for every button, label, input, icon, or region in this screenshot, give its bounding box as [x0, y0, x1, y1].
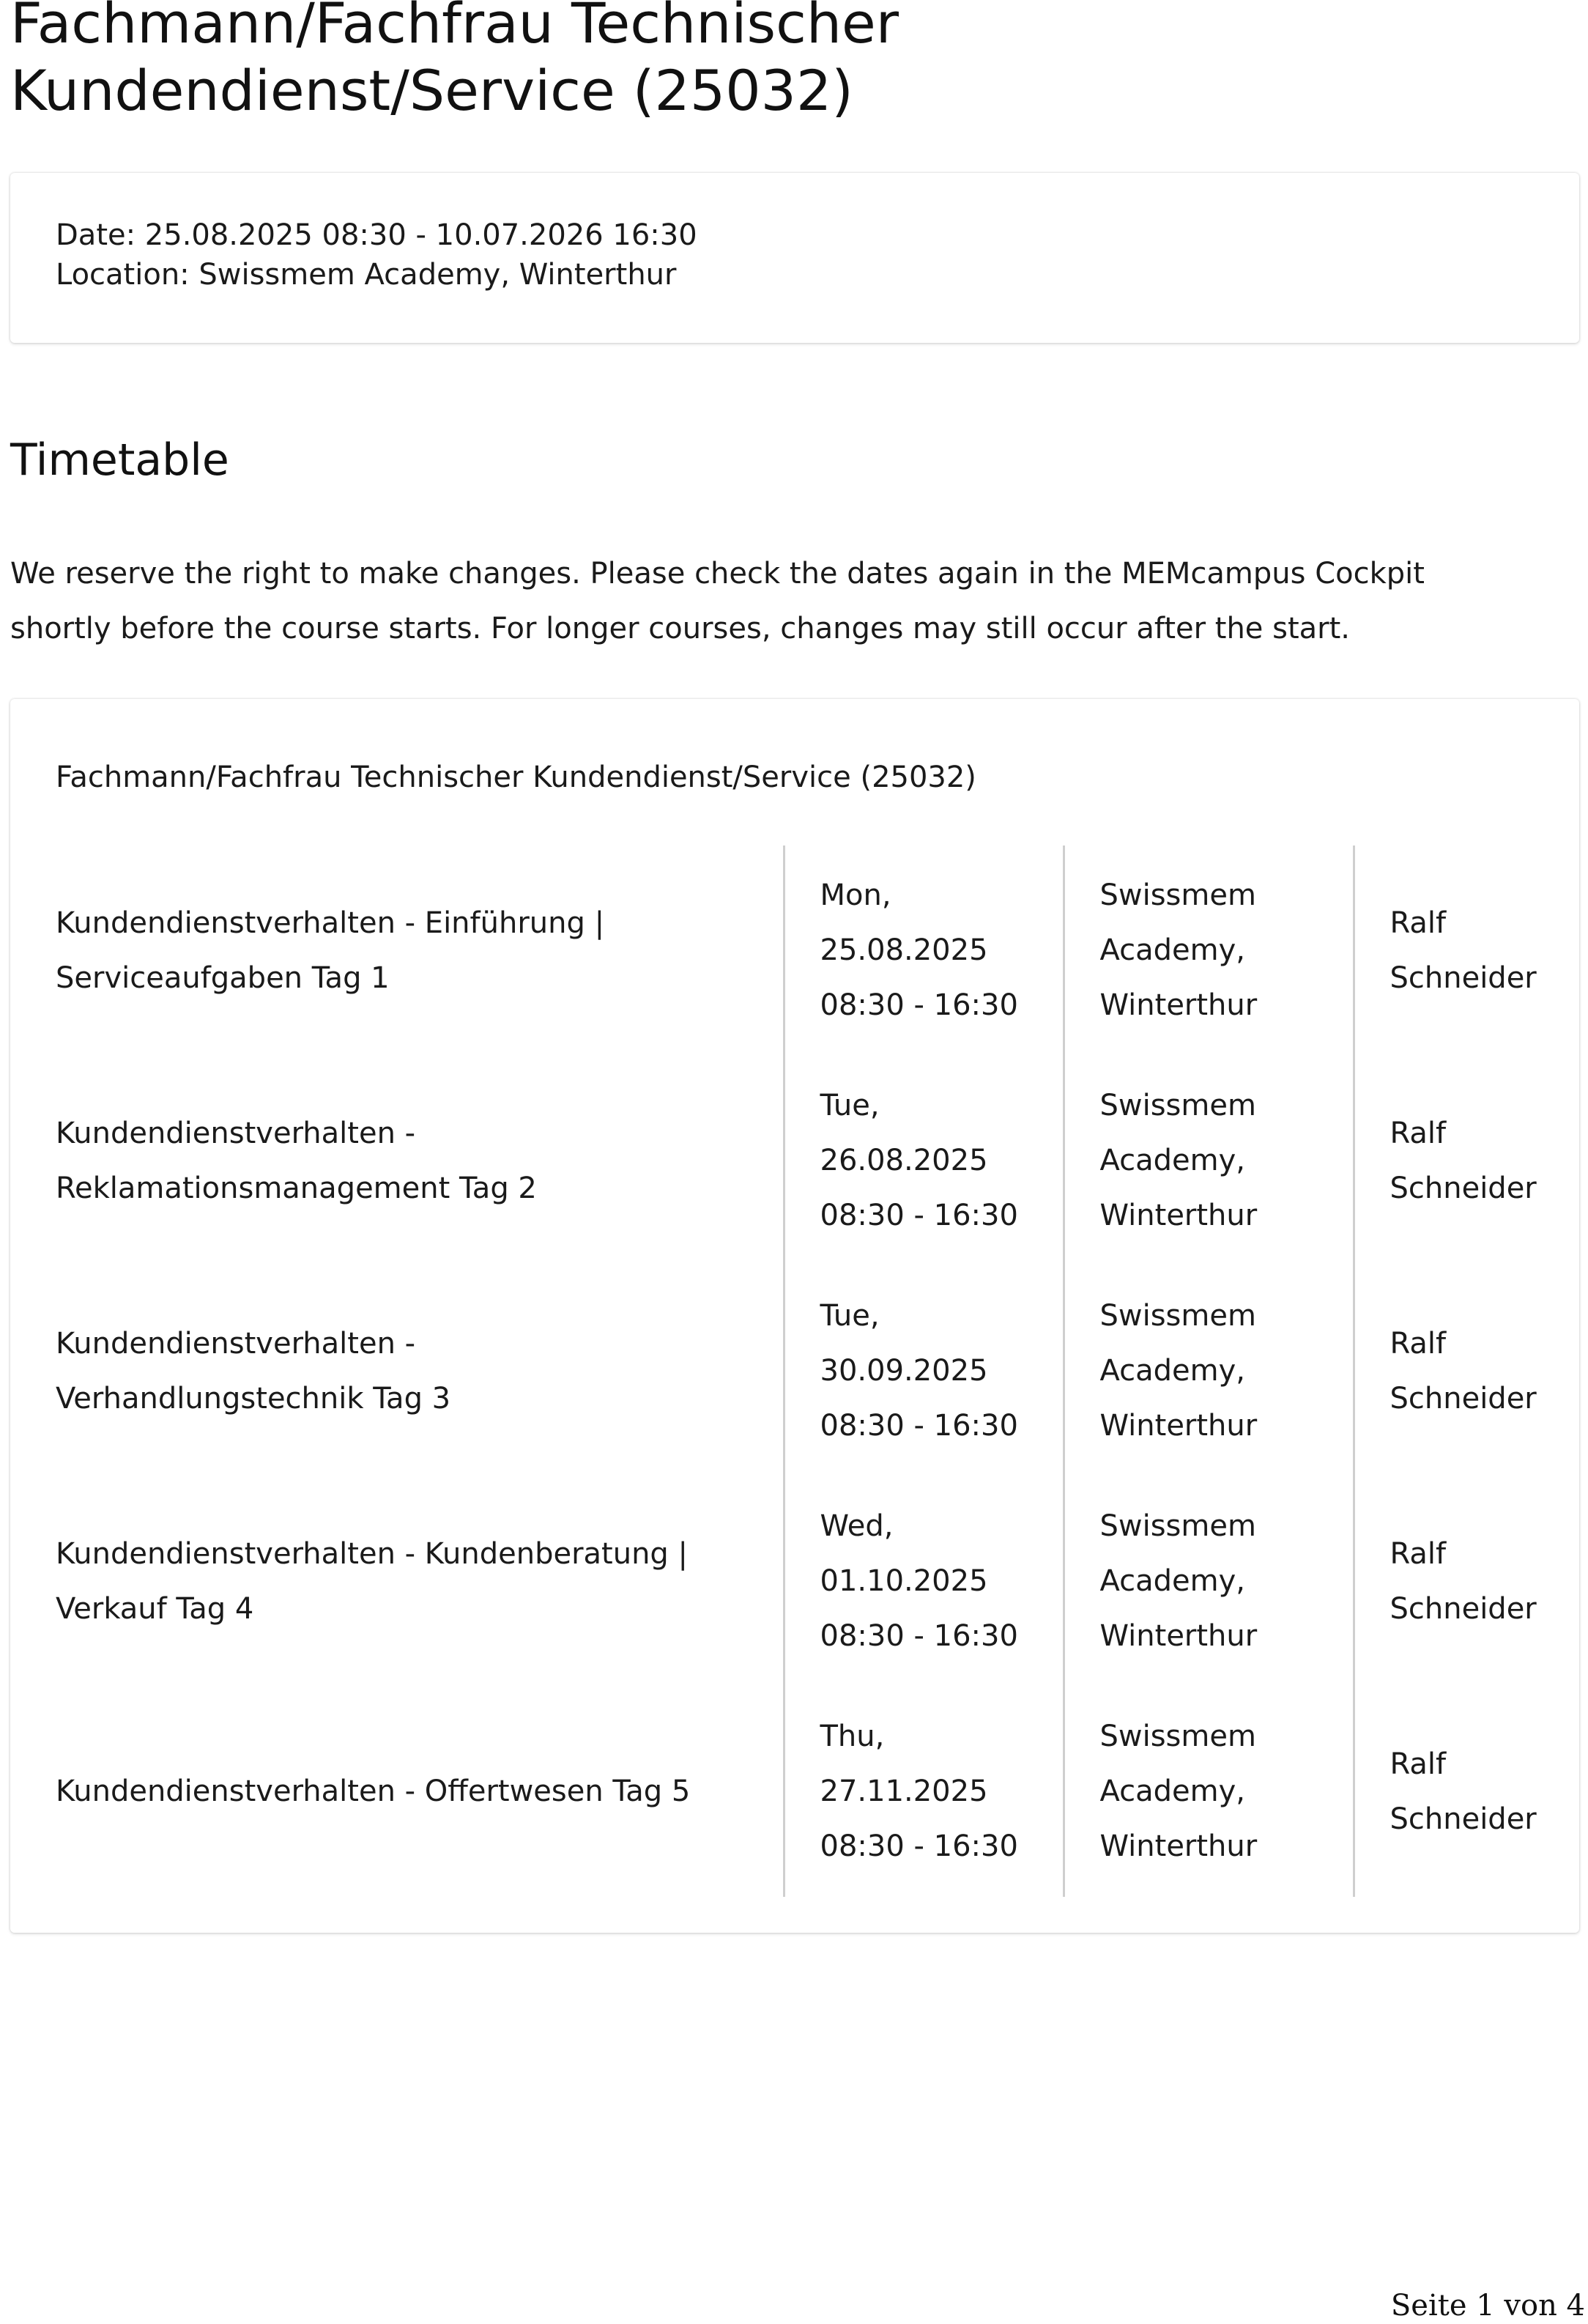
session-location	[1064, 845, 1354, 1056]
session-trainer-line: Schneider	[1390, 1381, 1537, 1416]
session-date-line: 30.09.2025	[820, 1354, 988, 1388]
session-trainer-line: Ralf	[1390, 1747, 1447, 1781]
session-date	[784, 845, 1064, 1056]
session-date	[784, 1266, 1064, 1476]
session-location-line: Swissmem	[1099, 1089, 1256, 1122]
session-topic-line: Serviceaufgaben Tag 1	[56, 961, 390, 995]
session-location	[1064, 1266, 1354, 1476]
session-trainer	[1354, 1476, 1544, 1687]
session-date	[784, 1687, 1064, 1897]
course-date: Date: 25.08.2025 08:30 - 10.07.2026 16:30	[56, 218, 697, 252]
timetable-course-name: Fachmann/Fachfrau Technischer Kundendienst/Service (25032)	[56, 761, 976, 794]
session-location-line: Academy,	[1099, 1775, 1246, 1808]
session-location-line: Winterthur	[1099, 1199, 1258, 1232]
session-location	[1064, 1056, 1354, 1266]
session-date-line: 01.10.2025	[820, 1564, 988, 1598]
session-date-line: 08:30 - 16:30	[820, 1409, 1018, 1443]
session-trainer	[1354, 845, 1544, 1056]
timetable-notice	[10, 547, 1563, 656]
session-date-line: Wed,	[820, 1509, 894, 1543]
table-row	[45, 1056, 1544, 1266]
course-location: Location: Swissmem Academy, Winterthur	[56, 258, 677, 292]
session-topic-line: Kundendienstverhalten - Offertwesen Tag 5	[56, 1775, 691, 1808]
session-topic-line: Kundendienstverhalten -	[56, 1116, 416, 1150]
session-topic	[45, 1687, 784, 1897]
session-trainer-line: Ralf	[1390, 906, 1447, 940]
table-row	[45, 1476, 1544, 1687]
session-location-line: Academy,	[1099, 933, 1246, 967]
session-topic	[45, 845, 784, 1056]
page-title-line-1: Fachmann/Fachfrau Technischer	[10, 0, 899, 56]
session-topic-line: Kundendienstverhalten -	[56, 1326, 416, 1361]
schedule-table-body	[45, 845, 1544, 1897]
session-date	[784, 1056, 1064, 1266]
session-location-line: Winterthur	[1099, 1409, 1258, 1443]
session-location-line: Winterthur	[1099, 1619, 1258, 1653]
session-trainer-line: Schneider	[1390, 1171, 1537, 1205]
session-trainer-line: Ralf	[1390, 1116, 1447, 1150]
page-title-line-2: Kundendienst/Service (25032)	[10, 58, 853, 123]
session-trainer-line: Ralf	[1390, 1536, 1447, 1571]
session-location-line: Swissmem	[1099, 878, 1256, 912]
session-topic	[45, 1056, 784, 1266]
table-row	[45, 1266, 1544, 1476]
schedule-table	[45, 845, 1544, 1897]
timetable-notice-line-1: We reserve the right to make changes. Please check the dates again in the MEMcampus Cockpit	[10, 557, 1425, 591]
session-trainer-line: Schneider	[1390, 1802, 1537, 1836]
session-topic-line: Kundendienstverhalten - Kundenberatung |	[56, 1536, 689, 1571]
session-topic-line: Reklamationsmanagement Tag 2	[56, 1171, 537, 1205]
table-row	[45, 845, 1544, 1056]
session-topic-line: Verkauf Tag 4	[56, 1591, 254, 1626]
session-date-line: 27.11.2025	[820, 1775, 988, 1808]
session-trainer-line: Ralf	[1390, 1326, 1447, 1361]
session-location-line: Winterthur	[1099, 988, 1258, 1022]
session-trainer	[1354, 1687, 1544, 1897]
session-topic-line: Verhandlungstechnik Tag 3	[56, 1381, 451, 1416]
session-location-line: Swissmem	[1099, 1509, 1256, 1543]
timetable-card	[10, 699, 1579, 1933]
table-row	[45, 1687, 1544, 1897]
session-location-line: Academy,	[1099, 1354, 1246, 1388]
session-date-line: 08:30 - 16:30	[820, 1199, 1018, 1232]
session-location-line: Academy,	[1099, 1144, 1246, 1177]
session-topic	[45, 1476, 784, 1687]
session-trainer	[1354, 1266, 1544, 1476]
session-date-line: Mon,	[820, 878, 891, 912]
session-date-line: Tue,	[820, 1299, 880, 1333]
course-info-card	[10, 173, 1579, 343]
session-trainer	[1354, 1056, 1544, 1266]
session-location-line: Swissmem	[1099, 1720, 1256, 1753]
session-location	[1064, 1687, 1354, 1897]
session-date-line: Thu,	[820, 1720, 885, 1753]
session-trainer-line: Schneider	[1390, 1591, 1537, 1626]
session-topic	[45, 1266, 784, 1476]
session-trainer-line: Schneider	[1390, 961, 1537, 995]
session-location	[1064, 1476, 1354, 1687]
session-topic-line: Kundendienstverhalten - Einführung |	[56, 906, 605, 940]
session-date	[784, 1476, 1064, 1687]
session-date-line: 08:30 - 16:30	[820, 1619, 1018, 1653]
session-date-line: Tue,	[820, 1089, 880, 1122]
session-date-line: 08:30 - 16:30	[820, 988, 1018, 1022]
timetable-notice-line-2: shortly before the course starts. For longer courses, changes may still occur after the start.	[10, 612, 1351, 645]
session-date-line: 25.08.2025	[820, 933, 988, 967]
session-location-line: Winterthur	[1099, 1829, 1258, 1863]
page-number: Seite 1 von 4	[1390, 2289, 1585, 2323]
session-date-line: 08:30 - 16:30	[820, 1829, 1018, 1863]
session-location-line: Swissmem	[1099, 1299, 1256, 1333]
session-date-line: 26.08.2025	[820, 1144, 988, 1177]
timetable-heading: Timetable	[10, 434, 229, 486]
session-location-line: Academy,	[1099, 1564, 1246, 1598]
page-title	[10, 0, 1548, 125]
